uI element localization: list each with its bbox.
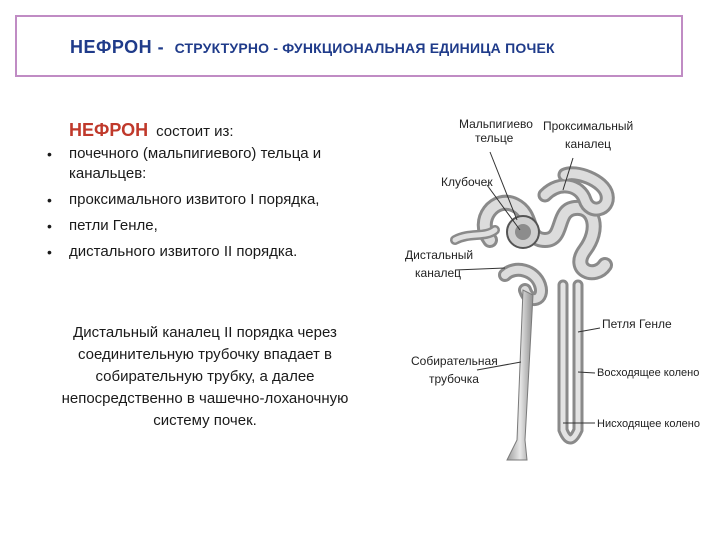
label-malpighian-1: Мальпигиево bbox=[459, 117, 533, 131]
nephron-diagram bbox=[395, 100, 705, 480]
intro-line bbox=[69, 120, 234, 141]
list-item bbox=[47, 190, 397, 210]
page-title bbox=[70, 37, 555, 58]
description-paragraph: Дистальный каналец II порядка через соединительную трубочку впадает в собирательную трубку, а далее непосредственно в чашечно-лоханочную систему почек. bbox=[61, 324, 349, 429]
bullet: • bbox=[47, 244, 52, 260]
label-proximal-1: Проксимальный bbox=[543, 119, 634, 133]
nephron-heading: НЕФРОН bbox=[69, 120, 149, 140]
label-malpighian-2: тельце bbox=[475, 131, 514, 145]
intro-consists: состоит из: bbox=[156, 123, 234, 140]
label-collecting-2: трубочка bbox=[429, 372, 479, 386]
title-box bbox=[15, 15, 683, 77]
list-item bbox=[47, 144, 397, 184]
parts-list bbox=[47, 144, 397, 268]
label-descending: Нисходящее колено bbox=[597, 418, 700, 430]
label-distal-2: каналец bbox=[415, 266, 462, 280]
collecting-duct bbox=[507, 290, 533, 460]
list-item-text: почечного (мальпигиевого) тельца и канальцев: bbox=[69, 145, 322, 182]
label-henle: Петля Генле bbox=[602, 317, 672, 331]
list-item-text: проксимального извитого I порядка, bbox=[69, 191, 320, 208]
list-item bbox=[47, 216, 397, 236]
label-proximal-2: каналец bbox=[565, 137, 612, 151]
label-distal-1: Дистальный bbox=[405, 248, 474, 262]
label-ascending: Восходящее колено bbox=[597, 367, 700, 379]
bullet: • bbox=[47, 192, 52, 208]
list-item-text: петли Генле, bbox=[69, 217, 158, 234]
bullet: • bbox=[47, 218, 52, 234]
list-item-text: дистального извитого II порядка. bbox=[69, 243, 298, 260]
title-main: НЕФРОН - bbox=[70, 37, 165, 57]
label-glomerulus: Клубочек bbox=[441, 175, 493, 189]
title-subtitle: СТРУКТУРНО - ФУНКЦИОНАЛЬНАЯ ЕДИНИЦА ПОЧЕК bbox=[174, 40, 555, 56]
bullet: • bbox=[47, 146, 52, 162]
label-collecting-1: Собирательная bbox=[411, 354, 498, 368]
list-item bbox=[47, 242, 397, 262]
